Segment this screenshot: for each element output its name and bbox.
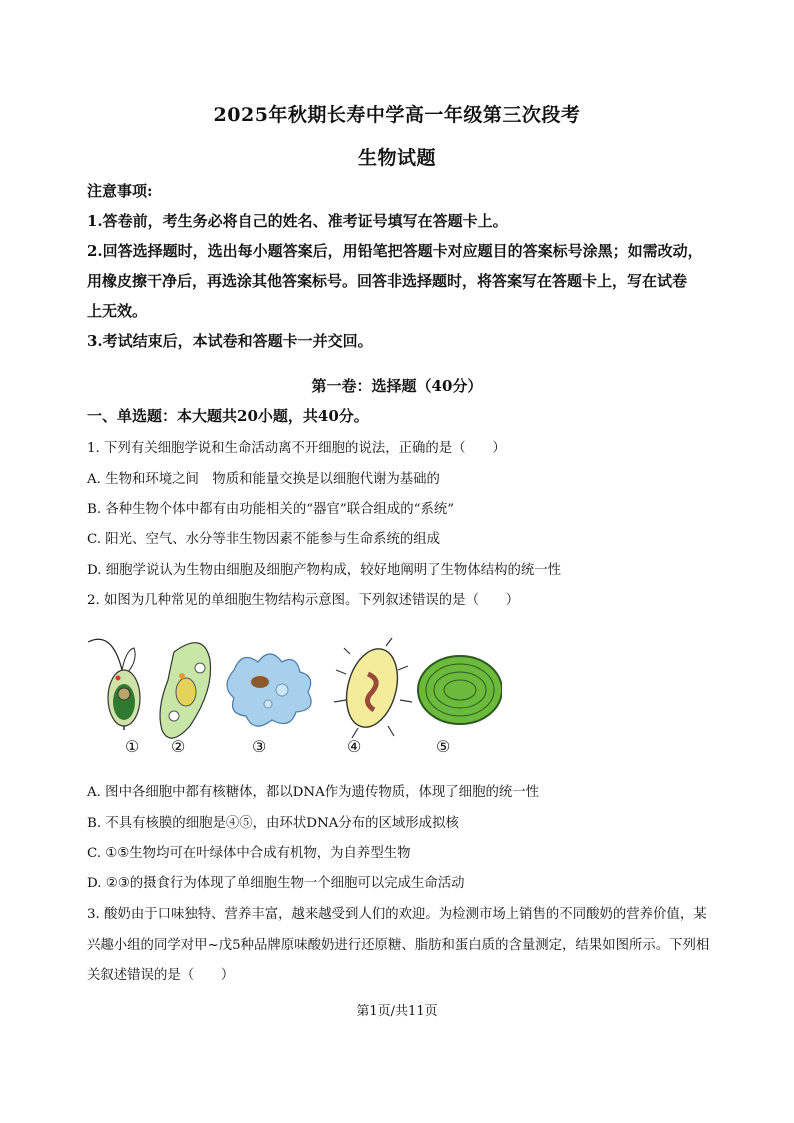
q1-option-c: C. 阳光、空气、水分等非生物因素不能参与生命系统的组成 [87,532,441,547]
q3-stem-line-1: 3. 酸奶由于口味独特、营养丰富，越来越受到人们的欢迎。为检测市场上销售的不同酸奶的营养价值，某 [87,907,707,922]
notice-item-2-line-3: 上无效。 [87,302,148,320]
q2-stem: 2. 如图为几种常见的单细胞生物结构示意图。下列叙述错误的是（ ） [87,593,520,608]
exam-title: 2025年秋期长寿中学高一年级第三次段考 [213,104,581,126]
paramecium-illustration [160,643,211,738]
euglena-illustration [88,639,140,730]
notice-heading: 注意事项: [87,182,153,200]
q1-option-b: B. 各种生物个体中都有由功能相关的“器官”联合组成的“系统” [87,502,455,517]
cyanobacterium-illustration [418,656,502,724]
page-number: 第1页/共11页 [356,1004,438,1019]
figure-label-4: ④ [347,737,362,756]
q1-option-d: D. 细胞学说认为生物由细胞及细胞产物构成，较好地阐明了生物体结构的统一性 [87,563,562,578]
notice-item-1: 1.答卷前，考生务必将自己的姓名、准考证号填写在答题卡上。 [87,212,508,230]
notice-item-2-line-1: 2.回答选择题时，选出每小题答案后，用铅笔把答题卡对应题目的答案标号涂黑；如需改动， [87,242,703,260]
figure-label-2: ② [171,737,186,756]
q3-stem-line-3: 关叙述错误的是（ ） [87,968,235,983]
notice-item-2-line-2: 用橡皮擦干净后，再选涂其他答案标号。回答非选择题时，将答案写在答题卡上，写在试卷 [87,272,688,290]
figure-label-1: ① [125,737,140,756]
notice-item-3: 3.考试结束后，本试卷和答题卡一并交回。 [87,332,373,350]
section-title: 第一卷：选择题（40分） [311,377,483,395]
bacterium-illustration [334,638,412,738]
amoeba-illustration [227,654,311,726]
q2-option-b: B. 不具有核膜的细胞是④⑤，由环状DNA分布的区域形成拟核 [87,816,459,831]
figure-label-5: ⑤ [436,737,451,756]
exam-subject: 生物试题 [357,147,436,169]
q2-option-d: D. ②③的摄食行为体现了单细胞生物一个细胞可以完成生命活动 [87,876,465,891]
part-heading: 一、单选题：本大题共20小题，共40分。 [87,407,369,425]
q1-option-a: A. 生物和环境之间 物质和能量交换是以细胞代谢为基础的 [87,472,440,487]
figure-label-3: ③ [252,737,267,756]
q2-option-a: A. 图中各细胞中都有核糖体，都以DNA作为遗传物质，体现了细胞的统一性 [87,785,540,800]
q3-stem-line-2: 兴趣小组的同学对甲~戊5种品牌原味酸奶进行还原糖、脂肪和蛋白质的含量测定，结果如图所示。下列相 [87,938,710,953]
q1-stem: 1. 下列有关细胞学说和生命活动离不开细胞的说法，正确的是（ ） [87,441,506,456]
q2-option-c: C. ①⑤生物均可在叶绿体中合成有机物，为自养型生物 [87,846,411,861]
